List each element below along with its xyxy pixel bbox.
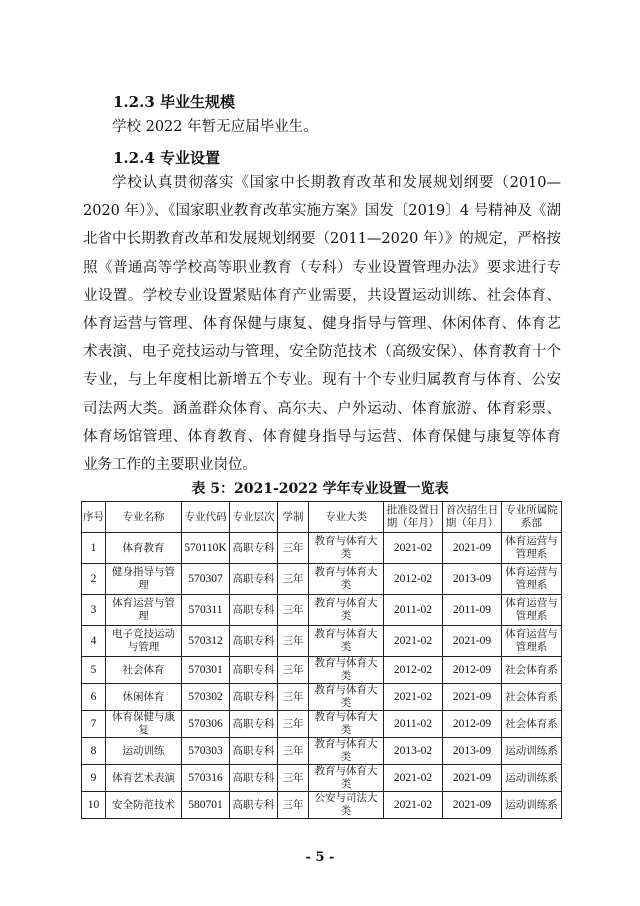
table-cell: 9 xyxy=(82,765,106,792)
table-cell: 高职专科 xyxy=(230,765,278,792)
table-cell: 570303 xyxy=(182,738,230,765)
table-cell: 运动训练系 xyxy=(502,765,562,792)
table-cell: 三年 xyxy=(278,738,309,765)
table-cell: 社会体育系 xyxy=(502,684,562,711)
table-cell: 2012-02 xyxy=(384,657,443,684)
table-cell: 2021-09 xyxy=(443,792,502,819)
table-cell: 三年 xyxy=(278,626,309,657)
table-cell: 高职专科 xyxy=(230,626,278,657)
table-row xyxy=(82,626,562,657)
table-cell: 2013-02 xyxy=(384,738,443,765)
header-cell: 专业大类 xyxy=(309,502,384,533)
header-cell: 专业名称 xyxy=(106,502,182,533)
table-cell: 社会体育系 xyxy=(502,711,562,738)
table-cell: 运动训练系 xyxy=(502,738,562,765)
table-cell: 570316 xyxy=(182,765,230,792)
table-cell: 570306 xyxy=(182,711,230,738)
table-cell: 教育与体育大类 xyxy=(309,595,384,626)
table-cell: 2021-02 xyxy=(384,765,443,792)
table-cell: 三年 xyxy=(278,595,309,626)
table-cell: 体育运营与管理 xyxy=(106,595,182,626)
header-cell: 专业层次 xyxy=(230,502,278,533)
table-cell: 安全防范技术 xyxy=(106,792,182,819)
table-cell: 2012-02 xyxy=(384,564,443,595)
table-cell: 高职专科 xyxy=(230,738,278,765)
heading-majors: 1.2.4 专业设置 xyxy=(113,149,220,167)
header-cell: 批准设置日期（年月） xyxy=(384,502,443,533)
table-cell: 2021-02 xyxy=(384,684,443,711)
table-cell: 2013-09 xyxy=(443,564,502,595)
header-cell: 专业所属院系部 xyxy=(502,502,562,533)
table-cell: 体育运营与管理系 xyxy=(502,595,562,626)
table-cell: 6 xyxy=(82,684,106,711)
table-cell: 2021-09 xyxy=(443,765,502,792)
heading-graduates: 1.2.3 毕业生规模 xyxy=(113,93,235,111)
table-cell: 高职专科 xyxy=(230,564,278,595)
page-number: - 5 - xyxy=(305,850,335,865)
table-cell: 教育与体育大类 xyxy=(309,711,384,738)
table-row xyxy=(82,765,562,792)
table-cell: 运动训练系 xyxy=(502,792,562,819)
table-cell: 教育与体育大类 xyxy=(309,657,384,684)
table-row xyxy=(82,738,562,765)
table-row xyxy=(82,684,562,711)
table-cell: 三年 xyxy=(278,684,309,711)
table-cell: 社会体育 xyxy=(106,657,182,684)
table-cell: 2011-02 xyxy=(384,595,443,626)
table-cell: 体育运营与管理系 xyxy=(502,626,562,657)
table-cell: 2021-09 xyxy=(443,533,502,564)
table-cell: 电子竞技运动与管理 xyxy=(106,626,182,657)
table-cell: 体育艺术表演 xyxy=(106,765,182,792)
table-cell: 3 xyxy=(82,595,106,626)
table-cell: 体育保健与康复 xyxy=(106,711,182,738)
table-row xyxy=(82,657,562,684)
header-cell: 学制 xyxy=(278,502,309,533)
table-cell: 570110K xyxy=(182,533,230,564)
table-cell: 三年 xyxy=(278,657,309,684)
table-row xyxy=(82,792,562,819)
table-cell: 1 xyxy=(82,533,106,564)
table-cell: 高职专科 xyxy=(230,792,278,819)
table-cell: 三年 xyxy=(278,765,309,792)
table-cell: 2012-09 xyxy=(443,657,502,684)
table-row xyxy=(82,533,562,564)
table-cell: 三年 xyxy=(278,711,309,738)
table-cell: 高职专科 xyxy=(230,533,278,564)
table-cell: 8 xyxy=(82,738,106,765)
table-cell: 高职专科 xyxy=(230,595,278,626)
table-cell: 2021-02 xyxy=(384,792,443,819)
table-row xyxy=(82,595,562,626)
header-cell: 序号 xyxy=(82,502,106,533)
table-cell: 三年 xyxy=(278,792,309,819)
table-header-row xyxy=(82,502,562,533)
table-cell: 运动训练 xyxy=(106,738,182,765)
table-cell: 2021-02 xyxy=(384,533,443,564)
table-cell: 高职专科 xyxy=(230,684,278,711)
table-cell: 10 xyxy=(82,792,106,819)
table-cell: 教育与体育大类 xyxy=(309,684,384,711)
table-cell: 健身指导与管理 xyxy=(106,564,182,595)
table-cell: 2021-09 xyxy=(443,684,502,711)
table-cell: 570312 xyxy=(182,626,230,657)
table-cell: 教育与体育大类 xyxy=(309,533,384,564)
table-cell: 2011-02 xyxy=(384,711,443,738)
table-cell: 教育与体育大类 xyxy=(309,626,384,657)
table-cell: 2012-09 xyxy=(443,711,502,738)
table-cell: 7 xyxy=(82,711,106,738)
table-cell: 高职专科 xyxy=(230,657,278,684)
table-cell: 570311 xyxy=(182,595,230,626)
table-caption: 表 5：2021-2022 学年专业设置一览表 xyxy=(191,481,449,497)
table-cell: 体育运营与管理系 xyxy=(502,533,562,564)
table-cell: 2011-09 xyxy=(443,595,502,626)
paragraph-majors: 学校认真贯彻落实《国家中长期教育改革和发展规划纲要（2010—2020 年）》、《国家职业教育改革实施方案》国发〔2019〕4 号精神及《湖北省中长期教育改革和发展规划纲要（2011—2020 年）》的规定，严格按照《普通高等学校高等职业教育（专科）专业设置管理办法》要求进行专业设置。学校专业设置紧贴体育产业需要，共设置运动训练、社会体育、体育运营与管理、体育保健与康复、健身指导与管理、休闲体育、体育艺术表演、电子竞技运动与管理、安全防范技术（高级安保）、体育教育十个专业，与上年度相比新增五个专业。现有十个专业归属教育与体育、公安司法两大类。涵盖群众体育、高尔夫、户外运动、体育旅游、体育彩票、体育场馆管理、体育教育、体育健身指导与运营、体育保健与康复等体育业务工作的主要职业岗位。 xyxy=(83,175,561,474)
table-cell: 教育与体育大类 xyxy=(309,738,384,765)
table-row xyxy=(82,711,562,738)
table-cell: 体育教育 xyxy=(106,533,182,564)
table-cell: 高职专科 xyxy=(230,711,278,738)
table-cell: 教育与体育大类 xyxy=(309,765,384,792)
table-cell: 570302 xyxy=(182,684,230,711)
header-cell: 首次招生日期（年月） xyxy=(443,502,502,533)
table-cell: 社会体育系 xyxy=(502,657,562,684)
table-cell: 2 xyxy=(82,564,106,595)
table-cell: 570307 xyxy=(182,564,230,595)
table-cell: 570301 xyxy=(182,657,230,684)
table-cell: 580701 xyxy=(182,792,230,819)
header-cell: 专业代码 xyxy=(182,502,230,533)
majors-table xyxy=(81,501,562,819)
table-cell: 2021-02 xyxy=(384,626,443,657)
table-cell: 三年 xyxy=(278,533,309,564)
table-cell: 2021-09 xyxy=(443,626,502,657)
table-cell: 三年 xyxy=(278,564,309,595)
table-cell: 教育与体育大类 xyxy=(309,564,384,595)
table-cell: 4 xyxy=(82,626,106,657)
table-cell: 2013-09 xyxy=(443,738,502,765)
table-row xyxy=(82,564,562,595)
table-cell: 休闲体育 xyxy=(106,684,182,711)
paragraph-graduates: 学校 2022 年暂无应届毕业生。 xyxy=(112,119,318,135)
table-cell: 体育运营与管理系 xyxy=(502,564,562,595)
table-cell: 公安与司法大类 xyxy=(309,792,384,819)
table-cell: 5 xyxy=(82,657,106,684)
